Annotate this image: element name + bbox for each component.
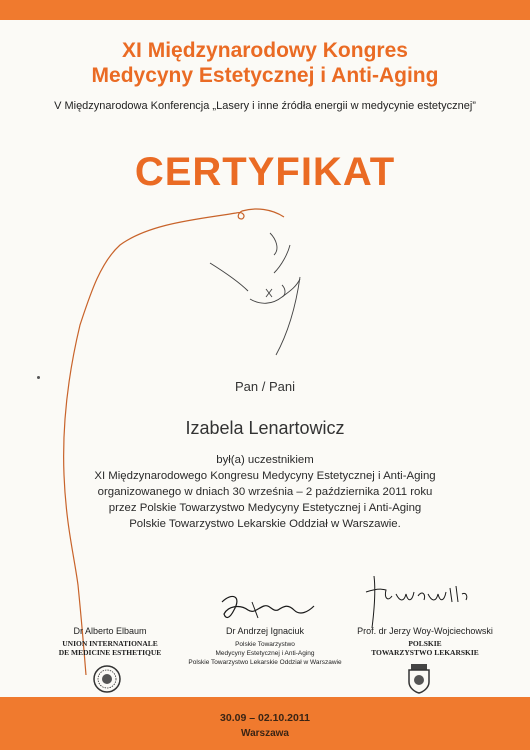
signature-ignaciuk <box>218 588 318 624</box>
org-line: Medycyny Estetycznej i Anti-Aging <box>215 650 315 657</box>
signatory-left <box>50 626 170 657</box>
signatory-org <box>350 639 500 657</box>
body-line: był(a) uczestnikiem <box>216 454 314 466</box>
signatory-name: Prof. dr Jerzy Woy-Wojciechowski <box>357 626 493 636</box>
congress-title-line2: Medycyny Estetycznej i Anti-Aging <box>91 64 439 87</box>
certificate-body <box>0 452 530 532</box>
recipient-name: Izabela Lenartowicz <box>185 418 345 438</box>
org-line: POLSKIE <box>408 639 442 648</box>
footer-city: Warszawa <box>241 728 289 739</box>
org-line: TOWARZYSTWO LEKARSKIE <box>371 648 479 657</box>
org-line: UNION INTERNATIONALE <box>62 639 158 648</box>
body-line: Polskie Towarzystwo Lekarskie Oddział w Warszawie. <box>129 518 401 530</box>
certificate-heading: CERTYFIKAT <box>134 150 396 194</box>
org-line: DE MEDICINE ESTHETIQUE <box>58 648 162 657</box>
congress-title-line1: XI Międzynarodowy Kongres <box>122 39 408 62</box>
congress-title <box>0 38 530 88</box>
body-line: XI Międzynarodowego Kongresu Medycyny Estetycznej i Anti-Aging <box>94 470 436 482</box>
signatory-org <box>175 640 355 667</box>
signatory-name: Dr Alberto Elbaum <box>73 626 147 636</box>
salutation: Pan / Pani <box>235 379 295 394</box>
signature-woy-wojciechowski <box>362 572 472 632</box>
signatory-right <box>350 626 500 657</box>
org-line: Polskie Towarzystwo <box>235 641 295 648</box>
footer-dates: 30.09 – 02.10.2011 <box>220 712 310 724</box>
conference-subtitle: V Międzynarodowa Konferencja „Lasery i inne źródła energii w medycynie estetycznej” <box>54 100 476 112</box>
signatory-center <box>175 626 355 667</box>
signatory-org <box>50 639 170 657</box>
signatory-name: Dr Andrzej Ignaciuk <box>225 626 305 636</box>
org-line: Polskie Towarzystwo Lekarskie Oddział w Warszawie <box>188 659 342 666</box>
body-line: przez Polskie Towarzystwo Medycyny Estetycznej i Anti-Aging <box>108 502 422 514</box>
uime-seal-icon <box>92 664 122 694</box>
body-line: organizowanego w dniach 30 września – 2 października 2011 roku <box>97 486 433 498</box>
ptl-crest-icon <box>405 662 433 694</box>
top-orange-band <box>0 0 530 20</box>
